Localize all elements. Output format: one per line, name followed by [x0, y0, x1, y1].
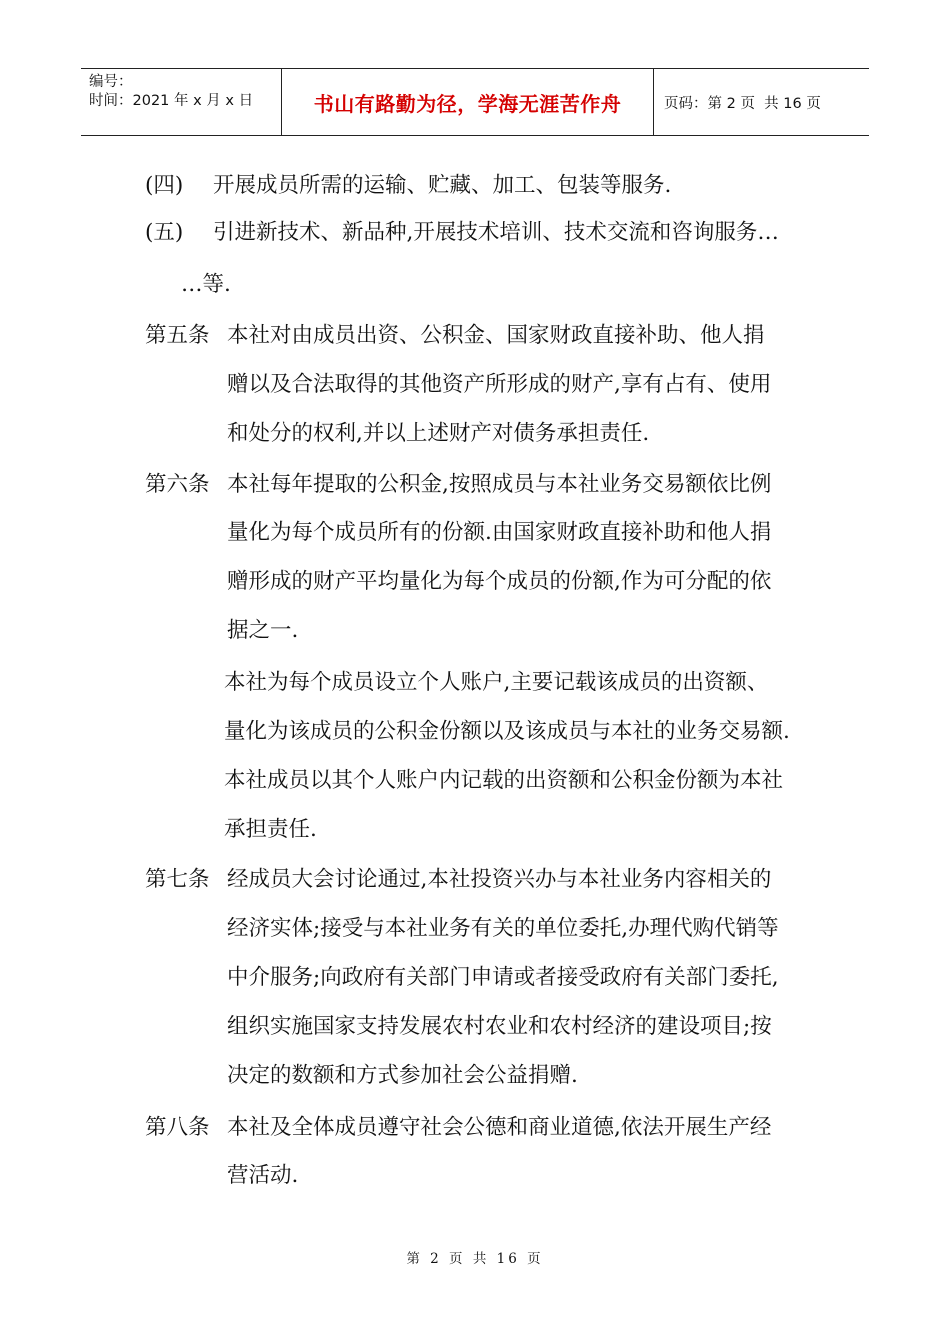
article-line: 本社每年提取的公积金,按照成员与本社业务交易额依比例 — [227, 472, 772, 497]
article-label: 第七条 — [145, 867, 210, 892]
article-line: 组织实施国家支持发展农村农业和农村经济的建设项目;按 — [227, 1014, 772, 1039]
item-marker: (五) — [145, 220, 184, 245]
article-line: 营活动. — [227, 1163, 299, 1188]
article-line: 和处分的权利,并以上述财产对债务承担责任. — [227, 421, 650, 446]
header-page-label: 页码：第 2 页 共 16 页 — [664, 95, 821, 112]
document-date: 时间：2021 年 x 月 x 日 — [89, 93, 254, 109]
article-line: 承担责任. — [224, 817, 317, 842]
article-line: 本社及全体成员遵守社会公德和商业道德,依法开展生产经 — [227, 1115, 772, 1140]
article-line: 量化为每个成员所有的份额.由国家财政直接补助和他人捐 — [227, 520, 772, 545]
header-motto: 书山有路勤为径，学海无涯苦作舟 — [282, 69, 654, 135]
document-number-label: 编号： — [89, 74, 133, 90]
item-marker: (四) — [145, 173, 184, 198]
item-text: 开展成员所需的运输、贮藏、加工、包装等服务. — [213, 173, 672, 198]
article-line: 量化为该成员的公积金份额以及该成员与本社的业务交易额. — [224, 719, 790, 744]
article-line: 本社对由成员出资、公积金、国家财政直接补助、他人捐 — [227, 323, 765, 348]
article-line: 中介服务;向政府有关部门申请或者接受政府有关部门委托, — [227, 965, 779, 990]
page-footer: 第 2 页 共 16 页 — [406, 1251, 544, 1267]
header-meta — [81, 69, 282, 135]
article-line: 据之一. — [227, 618, 299, 643]
article-line: 决定的数额和方式参加社会公益捐赠. — [227, 1063, 578, 1088]
article-line: 经成员大会讨论通过,本社投资兴办与本社业务内容相关的 — [227, 867, 772, 892]
header-page-info — [654, 69, 869, 135]
article-line: 本社为每个成员设立个人账户,主要记载该成员的出资额、 — [224, 670, 769, 695]
item-continuation: …等. — [181, 272, 231, 297]
article-label: 第五条 — [145, 323, 210, 348]
article-label: 第八条 — [145, 1115, 210, 1140]
article-label: 第六条 — [145, 472, 210, 497]
item-text: 引进新技术、新品种,开展技术培训、技术交流和咨询服务… — [213, 220, 779, 245]
article-line: 经济实体;接受与本社业务有关的单位委托,办理代购代销等 — [227, 916, 779, 941]
article-line: 赠形成的财产平均量化为每个成员的份额,作为可分配的依 — [227, 569, 772, 594]
article-line: 本社成员以其个人账户内记载的出资额和公积金份额为本社 — [224, 768, 784, 793]
article-line: 赠以及合法取得的其他资产所形成的财产,享有占有、使用 — [227, 372, 772, 397]
page-header — [81, 68, 869, 136]
